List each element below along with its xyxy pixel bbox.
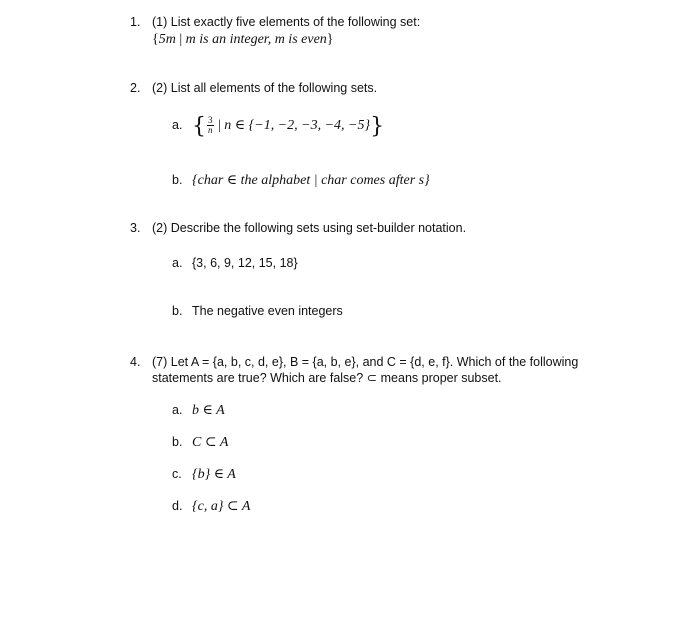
question-3b: [172, 303, 343, 319]
question-3: [130, 220, 466, 236]
question-3a: [172, 255, 298, 271]
question-text-line-1: (7) Let A = {a, b, c, d, e}, B = {a, b, e}, and C = {d, e, f}. Which of the following: [152, 355, 579, 369]
question-number: 4.: [130, 355, 141, 369]
question-4c: [172, 466, 236, 483]
fraction-denominator: n: [208, 125, 213, 135]
statement-expression: {c, a} ⊂ A: [192, 499, 251, 514]
question-text: (2) Describe the following sets using set-builder notation.: [152, 221, 467, 235]
question-number: 1.: [130, 15, 141, 29]
set-open-brace: {: [192, 113, 206, 139]
question-number: 2.: [130, 81, 141, 95]
question-text-line-2: statements are true? Which are false? ⊂ means proper subset.: [152, 371, 502, 385]
item-text: The negative even integers: [192, 304, 343, 318]
question-4b: [172, 434, 228, 451]
question-text: (1) List exactly five elements of the following set:: [152, 15, 421, 29]
statement-expression: b ∈ A: [192, 403, 225, 418]
fraction: [207, 116, 214, 135]
item-text: {3, 6, 9, 12, 15, 18}: [192, 256, 298, 270]
question-text: (2) List all elements of the following sets.: [152, 81, 378, 95]
question-4a: [172, 402, 225, 419]
fraction-numerator: 3: [208, 115, 213, 125]
item-letter: b.: [172, 173, 183, 187]
item-letter: c.: [172, 467, 182, 481]
question-1: [130, 14, 420, 48]
question-2a: [172, 113, 385, 139]
question-4d: [172, 498, 250, 515]
set-condition: n ∈ {−1, −2, −3, −4, −5}: [224, 117, 371, 133]
set-close-brace: }: [370, 113, 385, 139]
set-open-brace: {: [152, 32, 159, 47]
set-expression: {char ∈ the alphabet | char comes after s}: [192, 173, 430, 188]
statement-expression: {b} ∈ A: [192, 467, 236, 482]
question-number: 3.: [130, 221, 141, 235]
question-2b: [172, 172, 430, 189]
question-4: [130, 354, 578, 386]
item-letter: a.: [172, 256, 183, 270]
set-condition: m is an integer, m is even: [185, 32, 327, 47]
item-letter: b.: [172, 435, 183, 449]
item-letter: b.: [172, 304, 183, 318]
question-2: [130, 80, 377, 96]
statement-expression: C ⊂ A: [192, 435, 229, 450]
item-letter: a.: [172, 403, 183, 417]
item-letter: d.: [172, 499, 183, 513]
item-letter: a.: [172, 117, 183, 132]
set-bar: |: [217, 117, 221, 133]
set-bar: |: [179, 32, 183, 47]
set-expression: 5m: [158, 32, 176, 47]
set-close-brace: }: [326, 32, 334, 47]
